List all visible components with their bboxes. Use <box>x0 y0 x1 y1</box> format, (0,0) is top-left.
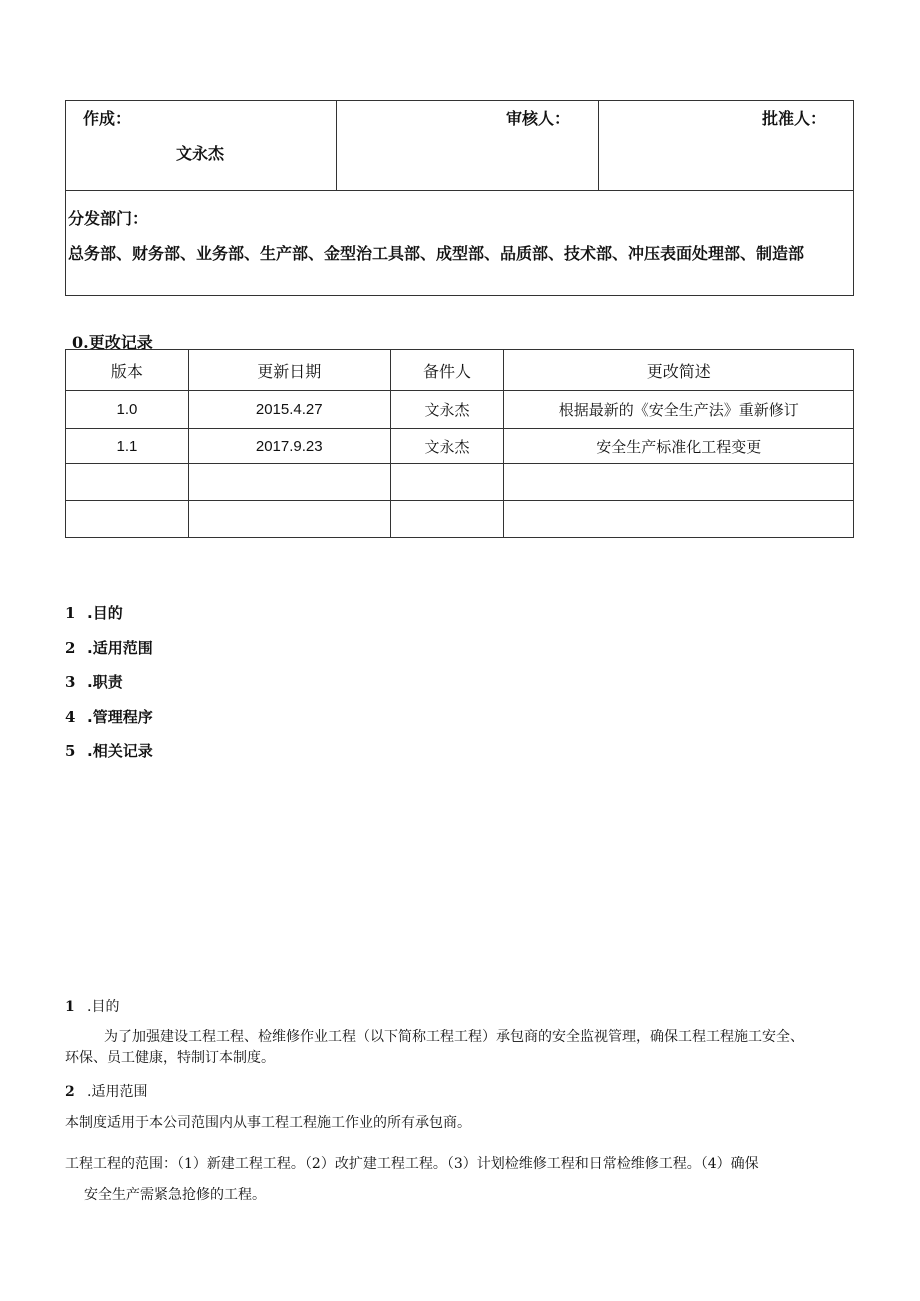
distribution-departments: 总务部、财务部、业务部、生产部、金型治工具部、成型部、品质部、技术部、冲压表面处理部、制造部 <box>68 244 805 263</box>
toc-num: 4 <box>65 707 76 726</box>
scope-range-line-1: 工程工程的范围：（1）新建工程工程。（2）改扩建工程工程。（3）计划检维修工程和日常检维修工程。（4）确保 <box>65 1156 759 1172</box>
cell-date <box>188 464 390 501</box>
toc-item-scope <box>65 636 153 671</box>
author-label: 作成： <box>83 109 132 128</box>
cell-summary <box>504 501 854 538</box>
toc-num: 3 <box>65 673 76 691</box>
table-row <box>66 391 854 429</box>
table-header-row <box>66 350 854 391</box>
reviewer-cell <box>337 101 599 190</box>
cell-date <box>188 501 390 538</box>
cell-version <box>66 464 189 501</box>
scope-paragraph: 本制度适用于本公司范围内从事工程工程施工作业的所有承包商。 <box>65 1115 471 1131</box>
cell-summary <box>504 464 854 501</box>
toc-item-responsibilities <box>65 670 153 705</box>
approval-table <box>65 100 854 296</box>
author-cell <box>66 101 337 190</box>
approver-cell <box>599 101 853 190</box>
section-title: .目的 <box>87 999 120 1015</box>
toc-num: 2 <box>65 638 76 657</box>
section-2-heading <box>65 1081 147 1101</box>
cell-summary: 安全生产标准化工程变更 <box>504 429 854 464</box>
purpose-paragraph-line-1: 为了加强建设工程工程、检维修作业工程（以下简称工程工程）承包商的安全监视管理，确保工程工程施工安全、 <box>104 1029 804 1045</box>
section-1-heading <box>65 996 119 1016</box>
scope-range-line-2: 安全生产需紧急抢修的工程。 <box>84 1187 266 1203</box>
toc-label: .职责 <box>87 673 123 691</box>
section-number: 2 <box>65 1084 75 1100</box>
cell-version: 1.0 <box>66 391 189 429</box>
cell-date: 2017.9.23 <box>188 429 390 464</box>
table-row <box>66 501 854 538</box>
cell-summary: 根据最新的《安全生产法》重新修订 <box>504 391 854 429</box>
approver-label: 批准人： <box>761 109 826 128</box>
section-number: 1 <box>65 999 75 1015</box>
toc-label: .目的 <box>87 604 123 622</box>
toc-num: 1 <box>65 604 76 622</box>
header-change-summary: 更改简述 <box>504 350 854 391</box>
toc-label: .相关记录 <box>87 742 153 760</box>
toc-num: 5 <box>65 742 76 760</box>
toc-label: .适用范围 <box>87 638 153 657</box>
toc-item-records <box>65 739 153 774</box>
header-version: 版本 <box>66 350 189 391</box>
reviewer-label: 审核人： <box>505 109 570 128</box>
table-of-contents <box>65 601 153 774</box>
cell-editor <box>390 464 504 501</box>
toc-label: .管理程序 <box>87 707 153 726</box>
purpose-paragraph-line-2: 环保、员工健康，特制订本制度。 <box>65 1050 275 1066</box>
change-record-title-text: 更改记录 <box>88 333 153 352</box>
approval-signature-row <box>66 101 853 191</box>
cell-date: 2015.4.27 <box>188 391 390 429</box>
cell-editor: 文永杰 <box>390 429 504 464</box>
cell-editor <box>390 501 504 538</box>
cell-version <box>66 501 189 538</box>
toc-item-procedure <box>65 705 153 740</box>
cell-version: 1.1 <box>66 429 189 464</box>
distribution-label: 分发部门： <box>68 209 149 228</box>
table-row <box>66 429 854 464</box>
author-value: 文永杰 <box>176 144 225 163</box>
cell-editor: 文永杰 <box>390 391 504 429</box>
table-row <box>66 464 854 501</box>
header-update-date: 更新日期 <box>188 350 390 391</box>
change-record-table <box>65 349 854 538</box>
header-editor: 备件人 <box>390 350 504 391</box>
section-title: .适用范围 <box>87 1084 148 1100</box>
toc-item-purpose <box>65 601 153 636</box>
change-record-title-num: 0. <box>72 333 89 352</box>
